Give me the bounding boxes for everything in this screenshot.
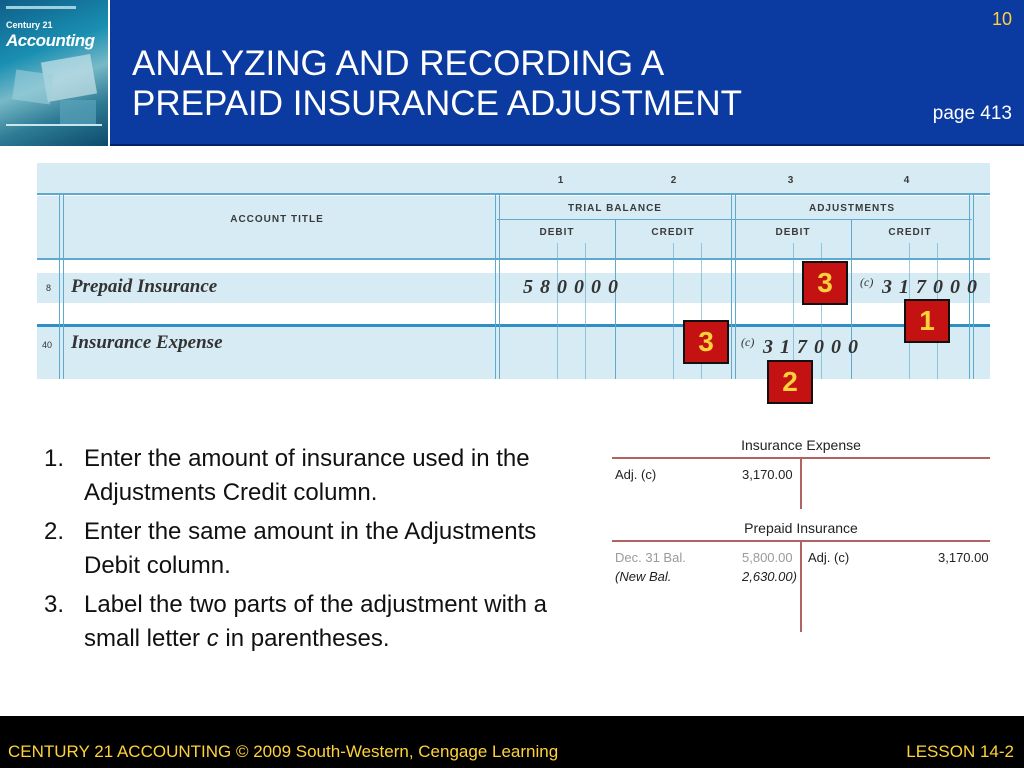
worksheet-rule <box>673 243 674 379</box>
slide-footer <box>0 716 1024 768</box>
callout-step-1: 1 <box>904 299 950 343</box>
column-number: 2 <box>670 175 678 186</box>
adjustments-credit-amount: 3 1 7 0 0 0 <box>882 276 978 298</box>
cover-brand: Century 21 <box>6 20 53 30</box>
t-account-insurance-expense <box>612 437 990 513</box>
row-number: 40 <box>42 340 53 350</box>
slide-header <box>0 0 1024 146</box>
row-number: 8 <box>46 283 52 293</box>
worksheet-rule <box>557 243 558 379</box>
worksheet-rule <box>615 219 616 379</box>
worksheet-rule <box>59 193 60 379</box>
worksheet-rule <box>495 193 496 379</box>
new-balance-amount: 2,630.00) <box>742 569 797 584</box>
cover-decoration <box>6 6 76 9</box>
cover-decoration <box>60 100 96 124</box>
debit-label: Adj. (c) <box>615 467 657 482</box>
worksheet-rule <box>499 193 500 379</box>
cover-decoration <box>12 70 54 105</box>
account-insurance-expense: Insurance Expense <box>71 332 223 353</box>
page-reference: page 413 <box>932 103 1012 124</box>
adjustments-debit-header: DEBIT <box>775 227 811 238</box>
adjustment-letter: (c) <box>860 275 874 289</box>
trial-debit-amount: 5 8 0 0 0 0 <box>523 276 619 298</box>
t-account-title: Insurance Expense <box>741 437 861 453</box>
column-number: 3 <box>787 175 795 186</box>
step-item <box>44 515 554 583</box>
step-letter: c <box>206 625 219 652</box>
column-number: 4 <box>903 175 911 186</box>
t-account-prepaid-insurance <box>612 520 990 632</box>
step-text: Enter the amount of insurance used in the Adjustments Credit column. <box>84 445 530 506</box>
worksheet-rule <box>37 193 990 195</box>
slide-number: 10 <box>991 9 1012 29</box>
adjustments-credit-header: CREDIT <box>888 227 932 238</box>
slide-title-line-2: PREPAID INSURANCE ADJUSTMENT <box>132 84 742 123</box>
debit-amount: 5,800.00 <box>742 550 793 565</box>
step-number: 3. <box>44 591 65 618</box>
step-item <box>44 588 554 656</box>
step-list <box>44 442 554 661</box>
callout-step-3: 3 <box>802 261 848 305</box>
t-account-rule <box>800 457 802 509</box>
trial-debit-header: DEBIT <box>539 227 575 238</box>
debit-label: Dec. 31 Bal. <box>615 550 686 565</box>
textbook-cover-image <box>0 0 110 146</box>
footer-lesson: LESSON 14-2 <box>906 742 1014 761</box>
trial-balance-header: TRIAL BALANCE <box>568 203 662 214</box>
worksheet-rule <box>731 193 732 379</box>
adjustments-header: ADJUSTMENTS <box>808 203 895 214</box>
new-balance-label: (New Bal. <box>615 569 672 584</box>
credit-amount: 3,170.00 <box>938 550 989 565</box>
worksheet-header-band <box>37 163 990 193</box>
cover-decoration <box>6 124 102 126</box>
worksheet-rule <box>735 193 736 379</box>
cover-title: Accounting <box>6 31 95 50</box>
callout-step-2: 2 <box>767 360 813 404</box>
worksheet-rule <box>585 243 586 379</box>
step-text: in parentheses. <box>218 625 390 652</box>
trial-credit-header: CREDIT <box>651 227 695 238</box>
slide-title <box>132 44 852 124</box>
credit-label: Adj. (c) <box>808 550 850 565</box>
slide-title-line-1: ANALYZING AND RECORDING A <box>132 44 665 83</box>
adjustments-debit-amount: 3 1 7 0 0 0 <box>763 336 859 358</box>
debit-amount: 3,170.00 <box>742 467 793 482</box>
adjustment-letter: (c) <box>741 335 755 349</box>
worksheet-rule <box>63 193 64 379</box>
footer-copyright: CENTURY 21 ACCOUNTING © 2009 South-Western, Cengage Learning <box>8 742 559 761</box>
step-item <box>44 442 554 510</box>
account-prepaid-insurance: Prepaid Insurance <box>71 276 218 297</box>
column-number: 1 <box>557 175 565 186</box>
t-account-title: Prepaid Insurance <box>744 520 858 536</box>
worksheet-rule <box>37 324 990 327</box>
t-account-rule <box>800 540 802 632</box>
step-number: 2. <box>44 518 65 545</box>
step-number: 1. <box>44 445 65 472</box>
account-title-header: ACCOUNT TITLE <box>230 214 324 225</box>
step-text: Label the two parts of the adjustment with a small letter <box>84 591 547 652</box>
worksheet-rule <box>37 258 990 260</box>
step-text: Enter the same amount in the Adjustments Debit column. <box>84 518 537 579</box>
callout-step-3: 3 <box>683 320 729 364</box>
